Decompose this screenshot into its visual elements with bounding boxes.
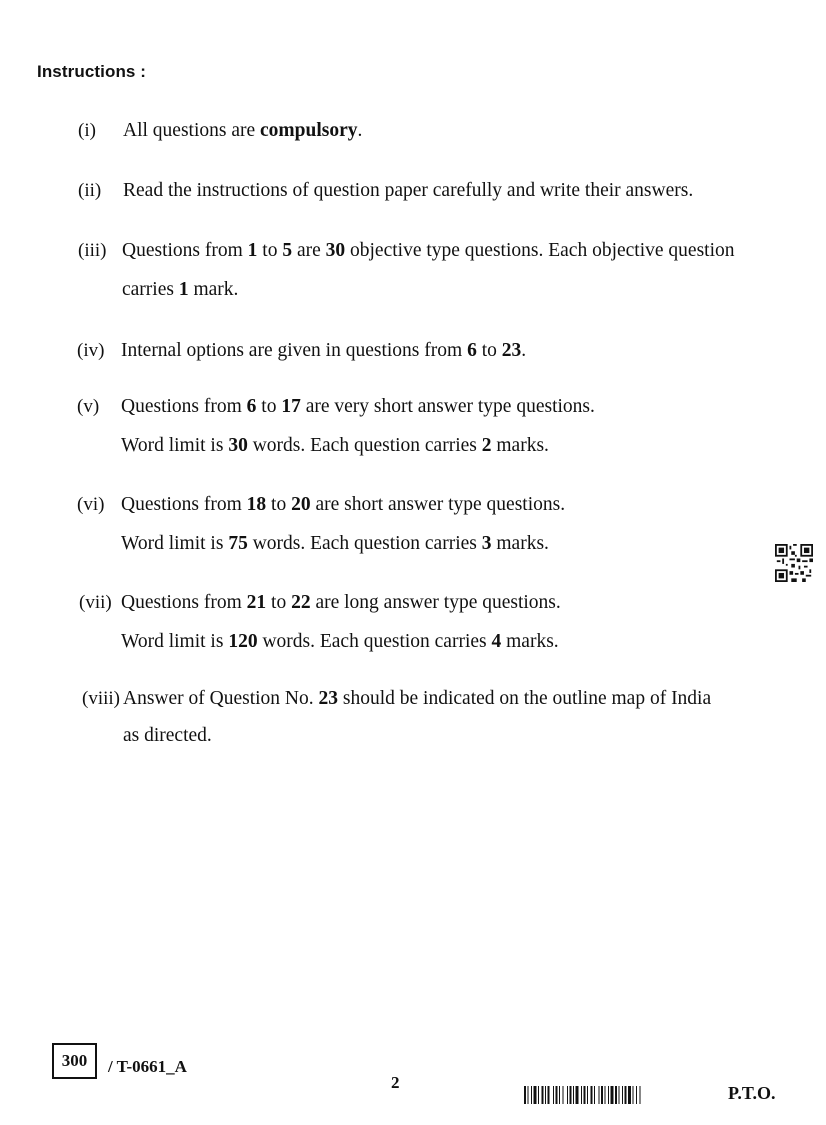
instruction-text: Read the instructions of question paper carefully and write their answers. <box>123 180 694 201</box>
instruction-text: Questions from 6 to 17 are very short answer type questions. <box>121 396 595 417</box>
bold-value: 6 <box>467 340 477 361</box>
instruction-number: (iv) <box>77 340 105 361</box>
bold-value: 22 <box>291 592 311 613</box>
instruction-text: Word limit is 30 words. Each question carries 2 marks. <box>121 435 549 456</box>
bold-value: 120 <box>228 631 258 652</box>
instruction-text: Answer of Question No. 23 should be indicated on the outline map of India <box>123 688 712 709</box>
bold-value: 2 <box>481 435 492 456</box>
bold-value: 30 <box>325 240 346 261</box>
instruction-text: carries 1 mark. <box>122 279 239 300</box>
bold-value: 75 <box>228 533 248 554</box>
instruction-number: (v) <box>77 396 100 417</box>
instruction-number: (iii) <box>78 240 107 261</box>
instruction-number: (viii) <box>82 688 120 709</box>
instruction-number: (vi) <box>77 494 105 515</box>
bold-value: 1 <box>178 279 189 300</box>
page-number: 2 <box>391 1073 400 1092</box>
instruction-number: (i) <box>78 120 96 141</box>
bold-value: 23 <box>318 688 339 709</box>
instruction-text: Questions from 21 to 22 are long answer type questions. <box>121 592 561 613</box>
bold-value: 1 <box>247 240 258 261</box>
bold-value: 30 <box>228 435 248 456</box>
qr-code-icon <box>775 544 813 582</box>
barcode-icon <box>524 1086 708 1104</box>
pto-label: P.T.O. <box>728 1083 776 1103</box>
instruction-text: Word limit is 75 words. Each question carries 3 marks. <box>121 533 549 554</box>
bold-value: 17 <box>281 396 301 417</box>
instruction-text: Internal options are given in questions from 6 to 23. <box>121 340 527 361</box>
bold-value: 21 <box>246 592 267 613</box>
instruction-text: Questions from 18 to 20 are short answer type questions. <box>121 494 566 515</box>
total-copies-box: 300 <box>52 1043 97 1079</box>
instructions-heading: Instructions : <box>37 62 147 81</box>
bold-value: 3 <box>481 533 492 554</box>
bold-value: compulsory <box>260 120 358 141</box>
instruction-number: (ii) <box>78 180 102 201</box>
bold-value: 5 <box>282 240 293 261</box>
bold-value: 4 <box>491 631 502 652</box>
instruction-text: Questions from 1 to 5 are 30 objective type questions. Each objective question <box>122 240 735 261</box>
instruction-number: (vii) <box>79 592 112 613</box>
bold-value: 23 <box>501 340 522 361</box>
instruction-text: All questions are compulsory. <box>123 120 363 141</box>
bold-value: 6 <box>246 396 257 417</box>
paper-code: / T-0661_A <box>108 1057 187 1076</box>
bold-value: 18 <box>246 494 267 515</box>
instruction-text: as directed. <box>123 725 212 746</box>
bold-value: 20 <box>291 494 311 515</box>
instruction-text: Word limit is 120 words. Each question carries 4 marks. <box>121 631 559 652</box>
